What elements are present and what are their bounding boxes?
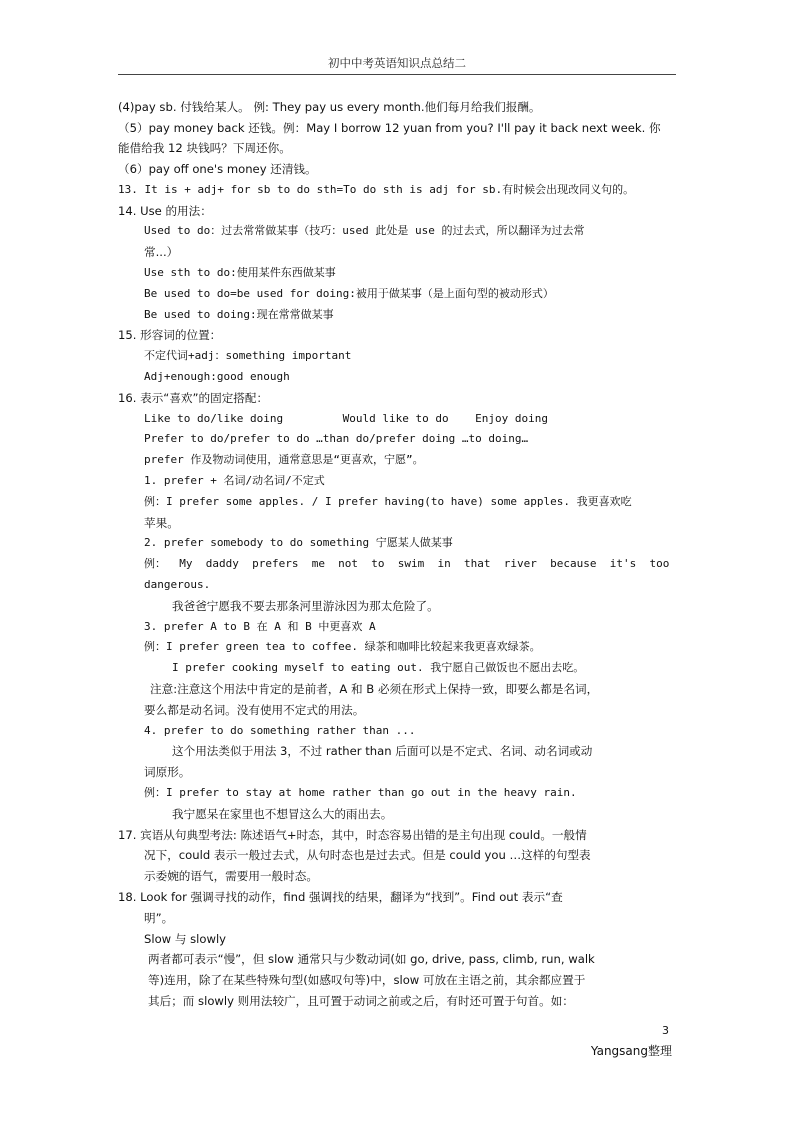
text-line: 15. 形容词的位置： <box>118 328 222 342</box>
text-line: 3. prefer A to B 在 A 和 B 中更喜欢 A <box>144 620 376 633</box>
text-line: 示委婉的语气，需要用一般时态。 <box>144 869 318 883</box>
text-line: 等)连用，除了在某些特殊句型(如感叹句等)中，slow 可放在主语之前，其余都应置于 <box>148 973 586 987</box>
text-line: 例： My daddy prefers me not to swim in that river because it's too <box>144 557 670 570</box>
footer-author: Yangsang整理 <box>590 1044 672 1058</box>
text-line: 14. Use 的用法： <box>118 204 212 218</box>
text-line: 常...） <box>144 245 179 259</box>
text-line: I prefer cooking myself to eating out. 我宁愿自己做饭也不愿出去吃。 <box>172 661 585 674</box>
text-line: 要么都是动名词。没有使用不定式的用法。 <box>144 703 365 717</box>
text-line: 例：I prefer some apples. / I prefer having(to have) some apples. 我更喜欢吃 <box>144 495 632 508</box>
text-line: 注意:注意这个用法中肯定的是前者，A 和 B 必须在形式上保持一致，即要么都是名词， <box>150 682 599 696</box>
text-line: Like to do/like doing Would like to do Enjoy doing <box>144 412 548 425</box>
text-line: 4. prefer to do something rather than ... <box>144 724 416 737</box>
text-line: 词原形。 <box>144 765 191 779</box>
text-line: Used to do：过去常常做某事（技巧：used 此处是 use 的过去式，所以翻译为过去常 <box>144 224 585 237</box>
text-line: 能借给我 12 块钱吗？下周还你。 <box>118 141 291 155</box>
text-line: （6）pay off one's money 还清钱。 <box>118 162 317 176</box>
text-line: 苹果。 <box>144 516 179 530</box>
text-line: Slow 与 slowly <box>144 932 227 946</box>
text-line: Adj+enough:good enough <box>144 370 290 383</box>
text-line: 13. It is + adj+ for sb to do sth=To do sth is adj for sb.有时候会出现改同义句的。 <box>118 183 635 196</box>
text-line: 两者都可表示“慢”，但 slow 通常只与少数动词(如 go, drive, pass, climb, run, walk <box>148 952 595 966</box>
text-line: Be used to do=be used for doing:被用于做某事（是上面句型的被动形式） <box>144 287 554 300</box>
text-line: （5）pay money back 还钱。例：May I borrow 12 yuan from you? I'll pay it back next week. 你 <box>118 121 661 135</box>
page-number: 3 <box>662 1024 669 1037</box>
text-line: 16. 表示“喜欢”的固定搭配： <box>118 391 269 405</box>
text-line: 17. 宾语从句典型考法: 陈述语气+时态，其中，时态容易出错的是主句出现 could。一般情 <box>118 828 587 842</box>
page-header-title: 初中中考英语知识点总结二 <box>328 56 466 70</box>
text-line: 例：I prefer green tea to coffee. 绿茶和咖啡比较起来我更喜欢绿茶。 <box>144 640 541 653</box>
text-line: Be used to doing:现在常常做某事 <box>144 308 334 321</box>
text-line: 况下，could 表示一般过去式，从句时态也是过去式。但是 could you …这样的句型表 <box>144 848 591 862</box>
text-line: 明”。 <box>144 911 174 925</box>
text-line: Use sth to do:使用某件东西做某事 <box>144 266 336 279</box>
text-line: dangerous. <box>144 578 211 591</box>
text-line: 1. prefer + 名词/动名词/不定式 <box>144 474 325 487</box>
text-line: 18. Look for 强调寻找的动作，find 强调找的结果，翻译为“找到”。Find out 表示“查 <box>118 890 563 904</box>
text-line: 我宁愿呆在家里也不想冒这么大的雨出去。 <box>172 807 393 821</box>
text-line: (4)pay sb. 付钱给某人。 例: They pay us every month.他们每月给我们报酬。 <box>118 100 541 114</box>
text-line: 这个用法类似于用法 3，不过 rather than 后面可以是不定式、名词、动名词或动 <box>172 744 593 758</box>
text-line: Prefer to do/prefer to do …than do/prefer doing …to doing… <box>144 432 529 445</box>
text-line: 其后；而 slowly 则用法较广，且可置于动词之前或之后，有时还可置于句首。如： <box>148 994 574 1008</box>
text-line: 2. prefer somebody to do something 宁愿某人做某事 <box>144 536 453 549</box>
header-divider <box>118 74 676 75</box>
text-line: 我爸爸宁愿我不要去那条河里游泳因为那太危险了。 <box>172 599 439 613</box>
text-line: prefer 作及物动词使用，通常意思是“更喜欢，宁愿”。 <box>144 453 424 466</box>
text-line: 不定代词+adj：something important <box>144 349 352 362</box>
text-line: 例：I prefer to stay at home rather than go out in the heavy rain. <box>144 786 577 799</box>
